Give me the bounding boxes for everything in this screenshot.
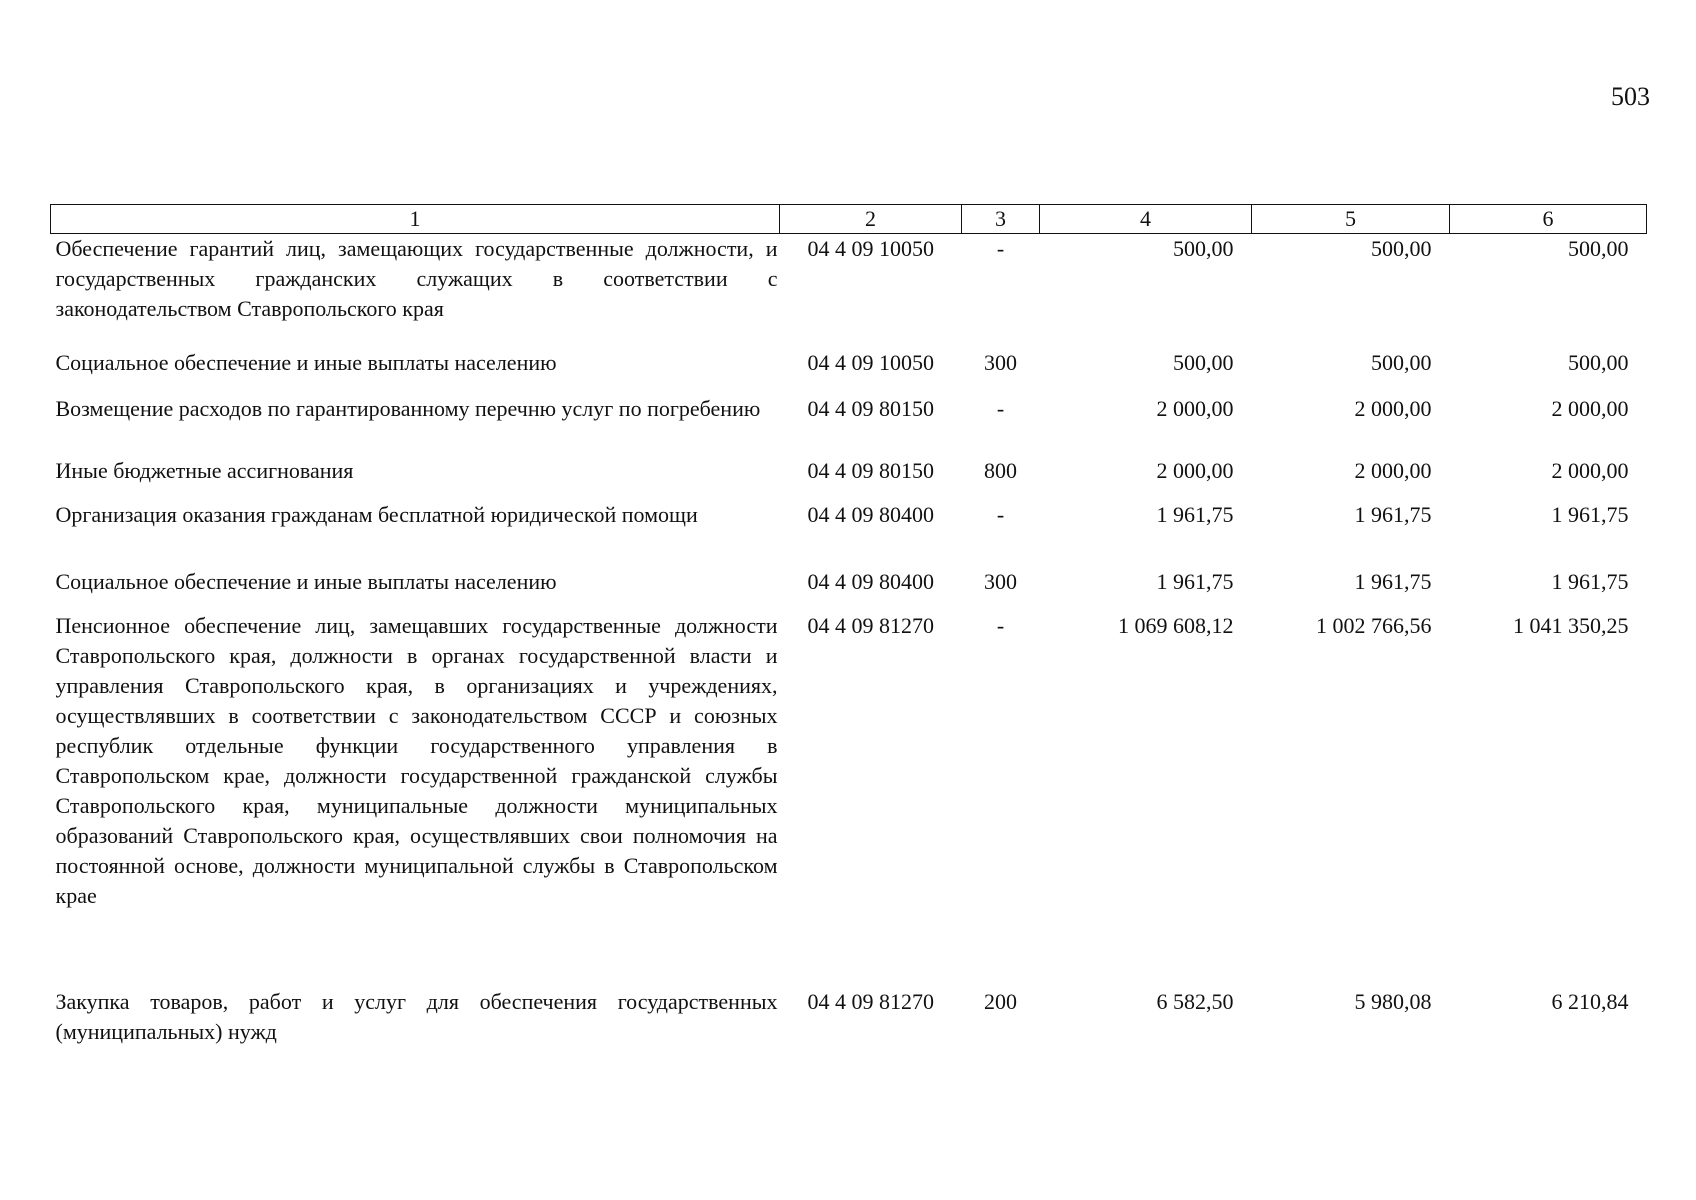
header-col-6: 6	[1450, 205, 1647, 234]
row-name: Социальное обеспечение и иные выплаты населению	[55, 349, 557, 375]
row-value-year-3: 6 210,84	[1551, 988, 1629, 1014]
header-col-1: 1	[51, 205, 780, 234]
row-name: Закупка товаров, работ и услуг для обеспечения государственных (муниципальных) нужд	[55, 988, 778, 1044]
table-row	[51, 567, 1647, 611]
row-value-year-1: 2 000,00	[1156, 457, 1234, 483]
row-value-year-1: 1 069 608,12	[1118, 612, 1234, 638]
row-name: Обеспечение гарантий лиц, замещающих государственные должности, и государственных гражданских служащих в соответствии с законодательством Ставропольского края	[55, 236, 778, 321]
row-value-year-2: 500,00	[1371, 236, 1432, 261]
row-value-year-3: 500,00	[1568, 349, 1629, 375]
row-value-year-2: 2 000,00	[1354, 457, 1432, 483]
row-expense-type: 300	[984, 349, 1017, 375]
row-value-year-1: 2 000,00	[1156, 395, 1234, 421]
row-name: Иные бюджетные ассигнования	[55, 457, 354, 483]
row-value-year-3: 2 000,00	[1551, 457, 1629, 483]
row-code: 04 4 09 10050	[807, 236, 934, 261]
table-row	[51, 500, 1647, 567]
row-code: 04 4 09 81270	[807, 988, 934, 1014]
row-value-year-2: 500,00	[1371, 349, 1432, 375]
row-code: 04 4 09 80150	[807, 395, 934, 421]
row-value-year-1: 1 961,75	[1156, 501, 1234, 527]
row-name: Социальное обеспечение и иные выплаты населению	[55, 568, 557, 594]
header-row	[51, 205, 1647, 234]
row-value-year-2: 1 002 766,56	[1316, 612, 1432, 638]
row-expense-type: 800	[984, 457, 1017, 483]
row-value-year-1: 6 582,50	[1156, 988, 1234, 1014]
header-col-5: 5	[1252, 205, 1450, 234]
row-value-year-2: 1 961,75	[1354, 568, 1432, 594]
row-value-year-3: 1 961,75	[1551, 568, 1629, 594]
header-col-3: 3	[962, 205, 1040, 234]
row-expense-type: 300	[984, 568, 1017, 594]
table-row	[51, 611, 1647, 987]
row-value-year-1: 500,00	[1173, 349, 1234, 375]
header-col-4: 4	[1040, 205, 1252, 234]
table-row	[51, 394, 1647, 456]
table-row	[51, 987, 1647, 1051]
row-name: Пенсионное обеспечение лиц, замещавших государственные должности Ставропольского края, должности в органах государственной власти и управления Ставропольского края, в организациях и учреждениях, осуществлявших в соответствии с законодательством СССР и союзных республик отдельные функции государственного управления в Ставропольском крае, должности государственной гражданской службы Ставропольского края, муниципальные должности муниципальных образований Ставропольского края, осуществлявших свои полномочия на постоянной основе, должности муниципальной службы в Ставропольском крае	[55, 612, 778, 908]
header-col-2: 2	[780, 205, 962, 234]
row-value-year-3: 1 041 350,25	[1513, 612, 1629, 638]
row-code: 04 4 09 81270	[807, 612, 934, 638]
row-code: 04 4 09 10050	[807, 349, 934, 375]
table-row	[51, 348, 1647, 394]
row-expense-type: 200	[984, 988, 1017, 1014]
row-code: 04 4 09 80400	[807, 568, 934, 594]
row-value-year-3: 1 961,75	[1551, 501, 1629, 527]
row-value-year-3: 500,00	[1568, 236, 1629, 261]
row-value-year-1: 1 961,75	[1156, 568, 1234, 594]
row-code: 04 4 09 80150	[807, 457, 934, 483]
row-expense-type: -	[996, 395, 1005, 421]
row-expense-type: -	[996, 236, 1005, 261]
table-row	[51, 456, 1647, 500]
row-code: 04 4 09 80400	[807, 501, 934, 527]
row-name: Возмещение расходов по гарантированному перечню услуг по погребению	[55, 395, 761, 421]
row-expense-type: -	[996, 501, 1005, 527]
table-row	[51, 234, 1647, 348]
row-value-year-2: 2 000,00	[1354, 395, 1432, 421]
row-value-year-3: 2 000,00	[1551, 395, 1629, 421]
budget-table	[50, 204, 1647, 1051]
row-expense-type: -	[996, 612, 1005, 638]
row-name: Организация оказания гражданам бесплатной юридической помощи	[55, 501, 698, 527]
row-value-year-2: 1 961,75	[1354, 501, 1432, 527]
row-value-year-2: 5 980,08	[1354, 988, 1432, 1014]
row-value-year-1: 500,00	[1173, 236, 1234, 261]
page-number: 503	[1611, 82, 1650, 111]
